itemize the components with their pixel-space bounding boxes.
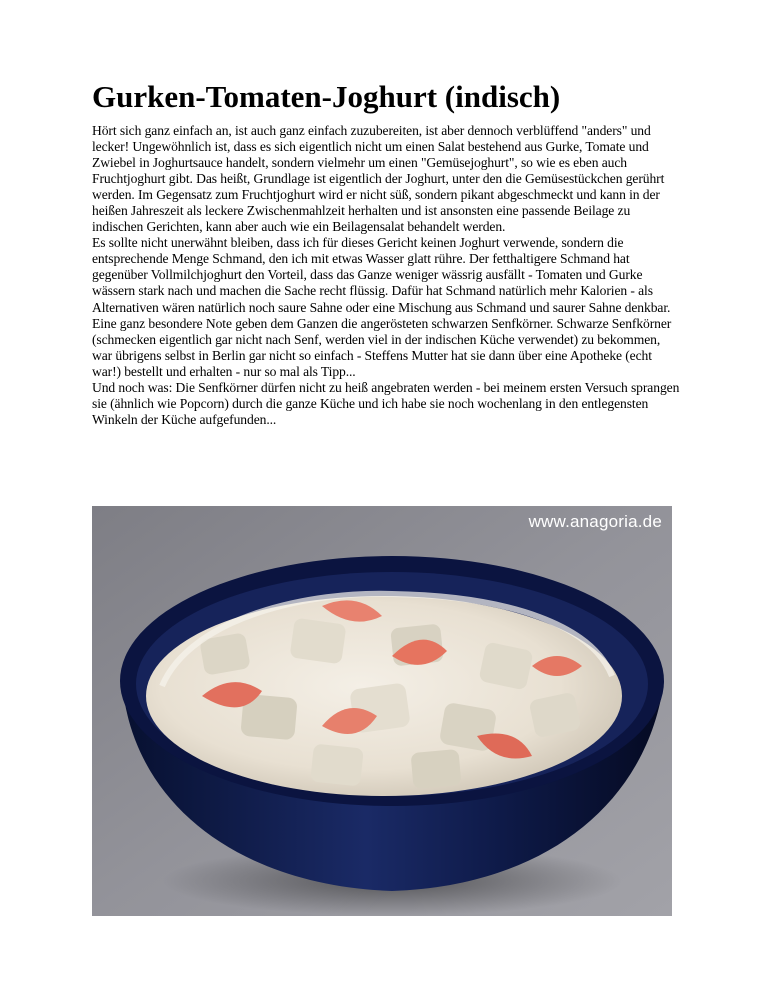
photo-watermark: www.anagoria.de	[528, 512, 662, 531]
article-title: Gurken-Tomaten-Joghurt (indisch)	[92, 79, 561, 114]
recipe-photo	[92, 506, 672, 916]
paragraph-tipp: Und noch was: Die Senfkörner dürfen nicht zu heiß angebraten werden - bei meinem ersten Versuch sprangen sie (ähnlich wie Popcorn) durch die ganze Küche und ich habe sie noch wochenlang in den entlegensten Winkeln der Küche aufgefunden...	[92, 379, 680, 427]
article	[92, 78, 682, 428]
paragraph-senfkoerner: Eine ganz besondere Note geben dem Ganzen die angerösteten schwarzen Senfkörner. Schwarze Senfkörner (schmecken eigentlich gar nicht nach Senf, werden viel in der indischen Küche verwendet) zu bekommen, war übrigens selbst in Berlin gar nicht so einfach - Steffens Mutter hat sie dann über eine Apotheke (echt war!) bestellt und erhalten - nur so mal als Tipp...	[92, 315, 672, 379]
paragraph-intro: Hört sich ganz einfach an, ist auch ganz einfach zuzubereiten, ist aber dennoch verblüffend "anders" und lecker! Ungewöhnlich ist, dass es sich eigentlich nicht um einen Salat bestehend aus Gurke, Tomate und Zwiebel in Joghurtsauce handelt, sondern vielmehr um einen "Gemüsejoghurt", so wie es eben auch Fruchtjoghurt gibt. Das heißt, Grundlage ist eigentlich der Joghurt, unter den die Gemüsestückchen gerührt werden. Im Gegensatz zum Fruchtjoghurt wird er nicht süß, sondern pikant abgeschmeckt und kann in der heißen Jahreszeit als leckere Zwischenmahlzeit herhalten und ist ansonsten eine passende Beilage zu indischen Gerichten, kann aber auch wie ein Beilagensalat behandelt werden.	[92, 123, 665, 235]
article-body	[92, 123, 682, 428]
bowl-illustration	[92, 506, 672, 916]
paragraph-schmand: Es sollte nicht unerwähnt bleiben, dass ich für dieses Gericht keinen Joghurt verwende, sondern die entsprechende Menge Schmand, den ich mit etwas Wasser glatt rühre. Der fetthaltigere Schmand hat gegenüber Vollmilchjoghurt den Vorteil, dass das Ganze weniger wässrig ausfällt - Tomaten und Gurke wässern stark nach und machen die Sache recht flüssig. Dafür hat Schmand natürlich mehr Kalorien - als Alternativen wären natürlich noch saure Sahne oder eine Mischung aus Schmand und saurer Sahne denkbar.	[92, 235, 671, 315]
